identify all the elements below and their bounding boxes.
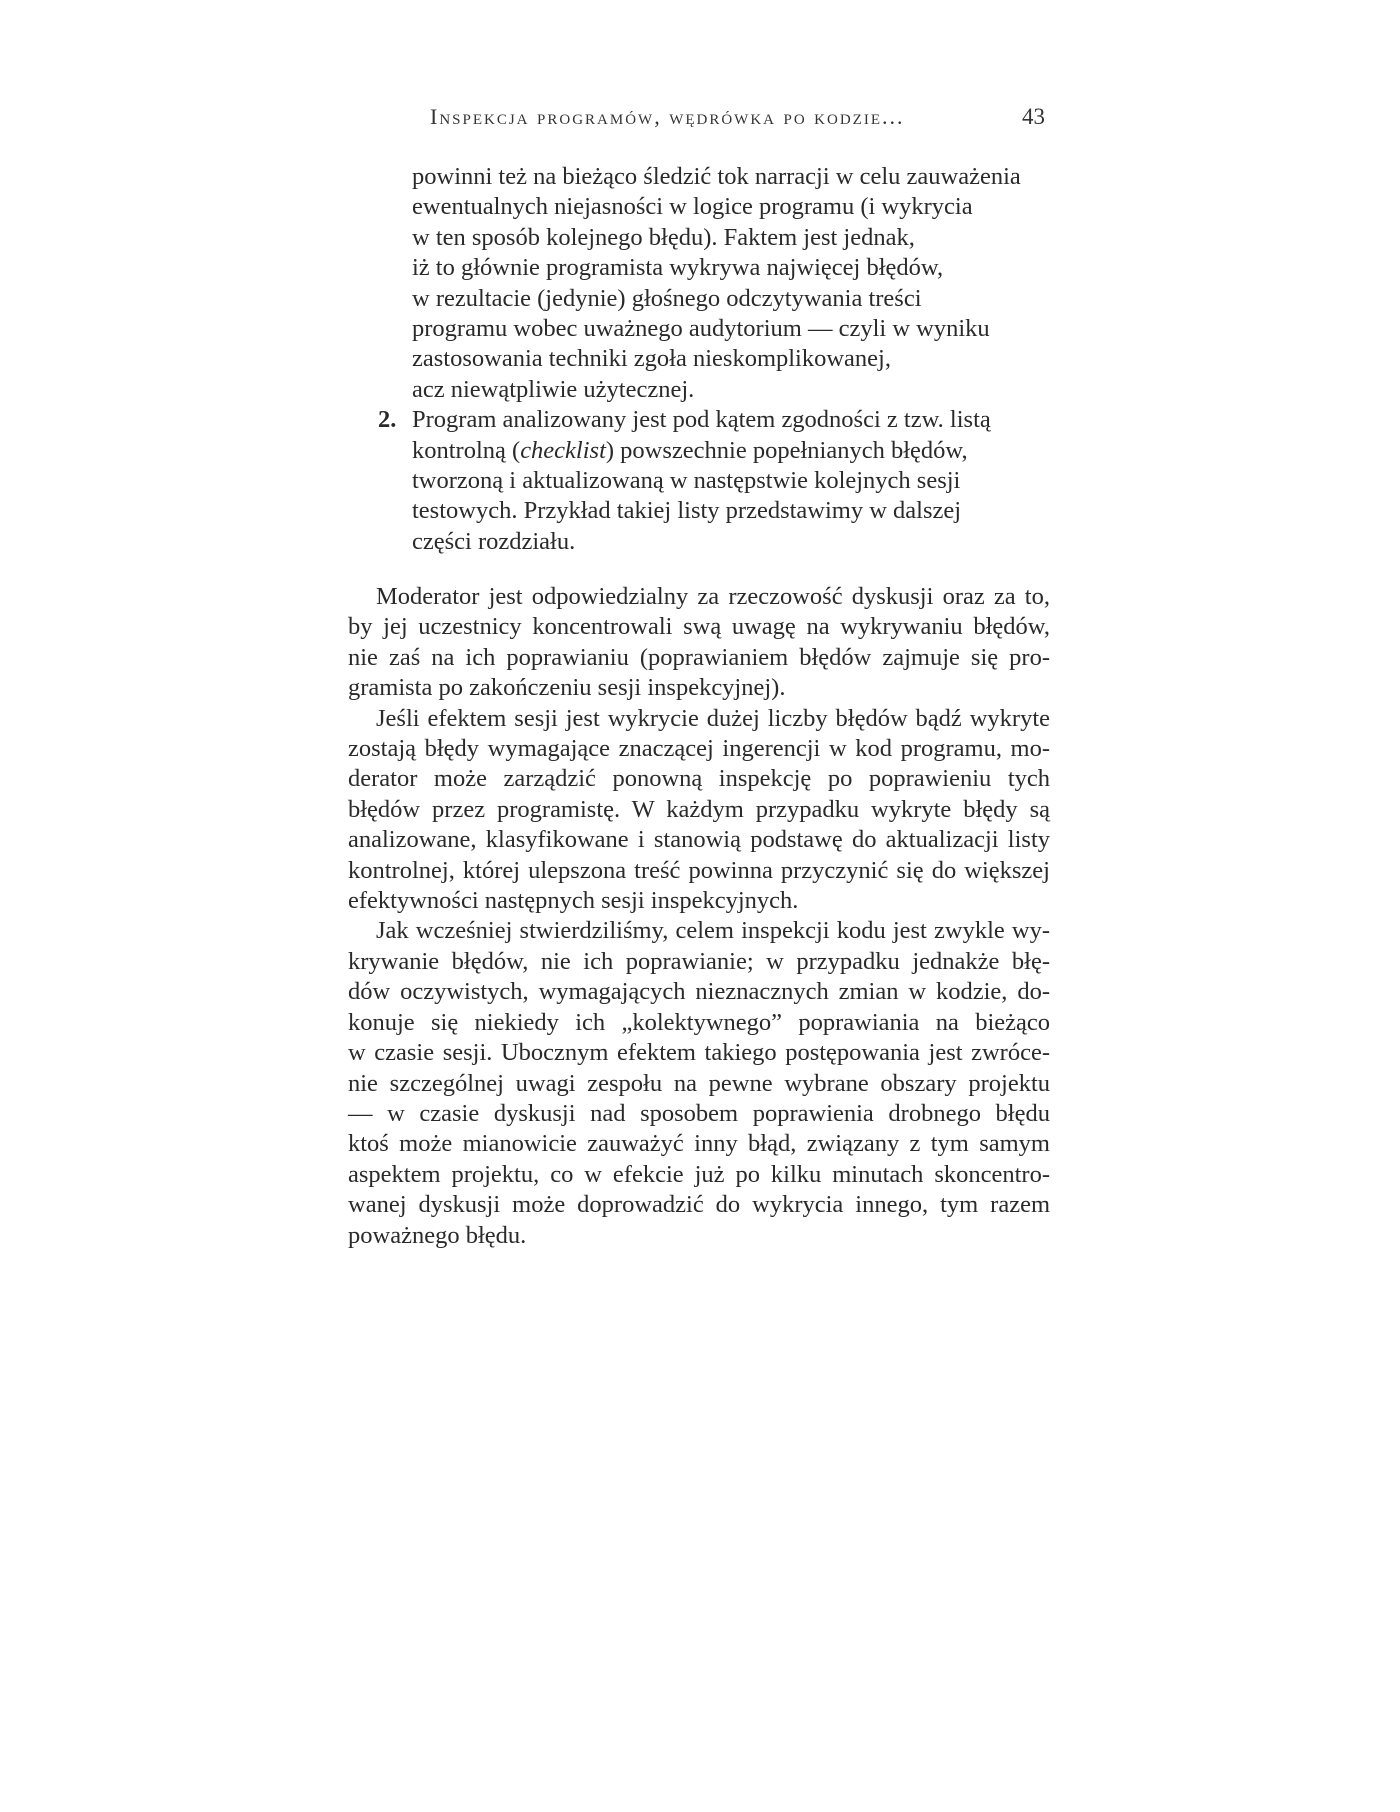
paragraph	[348, 582, 1050, 704]
numbered-list	[378, 162, 1021, 557]
text-line: wanej dyskusji może doprowadzić do wykrycia innego, tym razem	[348, 1191, 1050, 1219]
text-line: by jej uczestnicy koncentrowali swą uwagę na wykrywaniu błędów,	[348, 613, 1050, 641]
list-line	[378, 405, 1018, 435]
text-line: ktoś może mianowicie zauważyć inny błąd, związany z tym samym	[348, 1130, 1050, 1158]
list-line: powinni też na bieżąco śledzić tok narracji w celu zauważenia	[412, 163, 1021, 190]
text-line: nie zaś na ich poprawianiu (poprawianiem błędów zajmuje się pro-	[348, 643, 1050, 671]
text-line: kontrolnej, której ulepszona treść powinna przyczynić się do większej	[348, 856, 1050, 884]
text-line: efektywności następnych sesji inspekcyjnych.	[348, 887, 799, 915]
text-line: Jak wcześniej stwierdziliśmy, celem inspekcji kodu jest zwykle wy-	[376, 917, 1050, 945]
text-line: nie szczególnej uwagi zespołu na pewne wybrane obszary projektu	[348, 1069, 1050, 1097]
list-item-1-continuation	[378, 162, 1021, 405]
list-line: w rezultacie (jedynie) głośnego odczytywania treści	[412, 284, 922, 312]
text-line: krywanie błędów, nie ich poprawianie; w przypadku jednakże błę-	[348, 947, 1050, 975]
text-line: — w czasie dyskusji nad sposobem poprawienia drobnego błędu	[348, 1099, 1050, 1127]
list-line-text: ) powszechnie popełnianych błędów,	[605, 436, 968, 464]
page-number: 43	[1022, 104, 1045, 129]
text-line: aspektem projektu, co w efekcie już po kilku minutach skoncentro-	[348, 1160, 1050, 1188]
list-line: części rozdziału.	[412, 527, 576, 555]
text-line: derator może zarządzić ponowną inspekcję po poprawieniu tych	[348, 765, 1050, 793]
list-line: iż to głównie programista wykrywa najwięcej błędów,	[412, 254, 944, 282]
running-header	[420, 104, 1045, 134]
text-line: w czasie sesji. Ubocznym efektem takiego postępowania jest zwróce-	[348, 1039, 1050, 1067]
list-line: testowych. Przykład takiej listy przedstawimy w dalszej	[412, 497, 962, 525]
body-text	[348, 582, 1050, 1251]
list-line	[378, 436, 1018, 466]
italic-term: checklist	[520, 436, 606, 464]
list-line-text: Program analizowany jest pod kątem zgodności z tzw. listą	[412, 406, 991, 434]
list-line: programu wobec uważnego audytorium — czyli w wyniku	[412, 315, 990, 343]
list-line: acz niewątpliwie użytecznej.	[412, 375, 695, 403]
list-line: tworzoną i aktualizowaną w następstwie kolejnych sesji	[412, 467, 961, 495]
text-line: analizowane, klasyfikowane i stanowią podstawę do aktualizacji listy	[348, 826, 1050, 854]
list-item-2	[378, 405, 1018, 557]
list-line: zastosowania techniki zgoła nieskomplikowanej,	[412, 345, 891, 373]
chapter-running-title: Inspekcja programów, wędrówka po kodzie...	[430, 104, 905, 129]
text-line: poważnego błędu.	[348, 1221, 527, 1249]
text-line: błędów przez programistę. W każdym przypadku wykryte błędy są	[348, 795, 1050, 823]
paragraph	[348, 704, 1050, 917]
text-line: dów oczywistych, wymagających nieznacznych zmian w kodzie, do-	[348, 978, 1050, 1006]
text-line: konuje się niekiedy ich „kolektywnego” poprawiania na bieżąco	[348, 1008, 1050, 1036]
list-line-text: kontrolną (	[412, 436, 521, 464]
text-line: Moderator jest odpowiedzialny za rzeczowość dyskusji oraz za to,	[376, 583, 1050, 610]
list-line: ewentualnych niejasności w logice programu (i wykrycia	[412, 193, 973, 221]
list-line: w ten sposób kolejnego błędu). Faktem jest jednak,	[412, 223, 915, 251]
list-item-number: 2.	[378, 406, 397, 434]
text-line: zostają błędy wymagające znaczącej ingerencji w kod programu, mo-	[348, 735, 1050, 763]
text-line: Jeśli efektem sesji jest wykrycie dużej liczby błędów bądź wykryte	[376, 704, 1050, 732]
paragraph	[348, 916, 1050, 1250]
text-line: gramista po zakończeniu sesji inspekcyjnej).	[348, 674, 786, 702]
